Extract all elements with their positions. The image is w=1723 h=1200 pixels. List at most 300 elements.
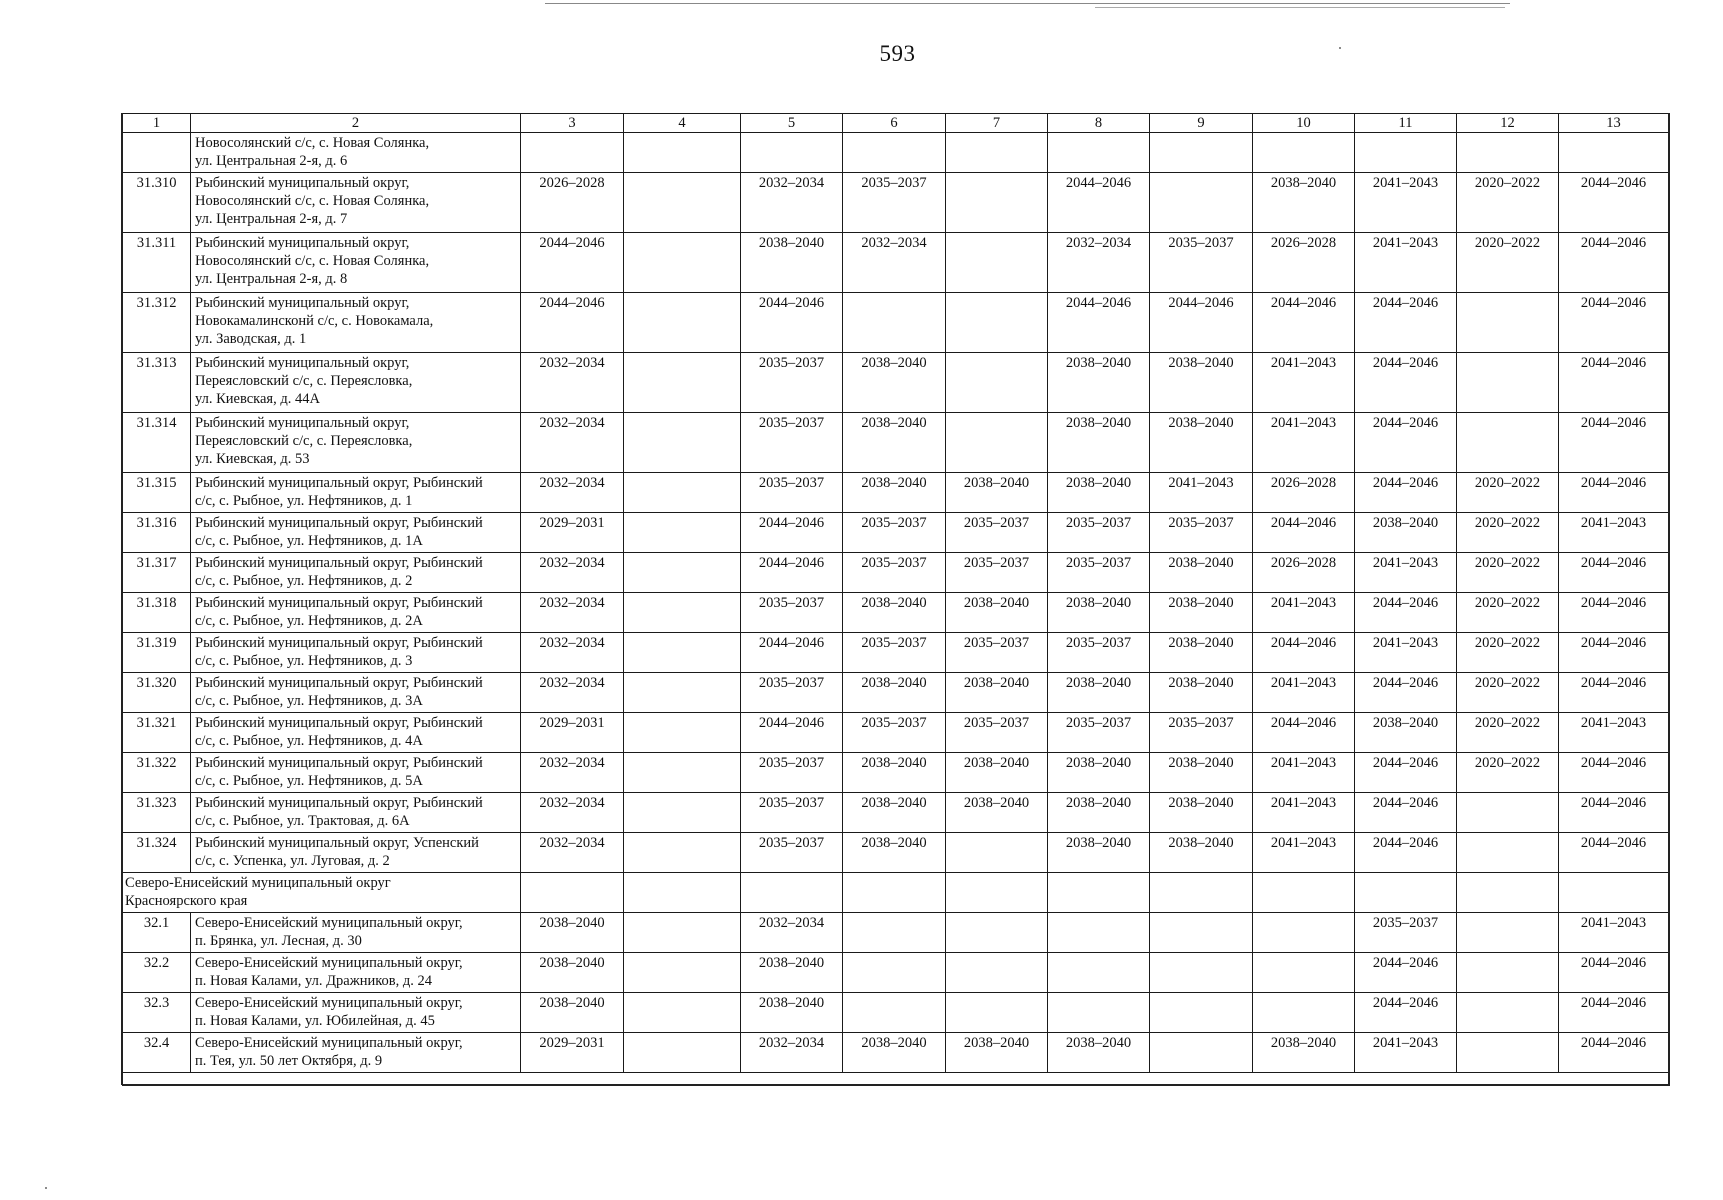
period-cell bbox=[1457, 993, 1559, 1033]
address-line: Рыбинский муниципальный округ, bbox=[195, 415, 410, 431]
row-number: 31.322 bbox=[123, 753, 191, 793]
address-cell bbox=[191, 173, 521, 233]
address-line: с/с, с. Рыбное, ул. Нефтяников, д. 5А bbox=[195, 773, 423, 789]
period-cell: 2029–2031 bbox=[521, 513, 624, 553]
period-cell: 2032–2034 bbox=[741, 173, 843, 233]
period-cell: 2038–2040 bbox=[1048, 413, 1150, 473]
period-cell bbox=[624, 473, 741, 513]
period-cell: 2044–2046 bbox=[521, 233, 624, 293]
table-row bbox=[123, 793, 1669, 833]
address-line: Рыбинский муниципальный округ, Рыбинский bbox=[195, 795, 483, 811]
address-line: п. Новая Калами, ул. Юбилейная, д. 45 bbox=[195, 1013, 435, 1029]
period-cell: 2038–2040 bbox=[741, 233, 843, 293]
address-line: ул. Центральная 2-я, д. 6 bbox=[195, 153, 348, 169]
address-cell bbox=[191, 633, 521, 673]
address-line: с/с, с. Рыбное, ул. Нефтяников, д. 2А bbox=[195, 613, 423, 629]
period-cell: 2035–2037 bbox=[1048, 553, 1150, 593]
period-cell bbox=[1457, 1033, 1559, 1073]
period-cell: 2038–2040 bbox=[946, 793, 1048, 833]
period-cell: 2020–2022 bbox=[1457, 713, 1559, 753]
period-cell: 2044–2046 bbox=[1559, 953, 1669, 993]
period-cell: 2044–2046 bbox=[1355, 953, 1457, 993]
period-cell: 2029–2031 bbox=[521, 1033, 624, 1073]
period-cell: 2038–2040 bbox=[1048, 1033, 1150, 1073]
address-line: с/с, с. Рыбное, ул. Трактовая, д. 6А bbox=[195, 813, 410, 829]
table-row bbox=[123, 233, 1669, 293]
period-cell bbox=[624, 673, 741, 713]
address-line: п. Новая Калами, ул. Дражников, д. 24 bbox=[195, 973, 433, 989]
period-cell: 2038–2040 bbox=[741, 953, 843, 993]
period-cell: 2044–2046 bbox=[1253, 633, 1355, 673]
period-cell: 2035–2037 bbox=[741, 353, 843, 413]
table-row bbox=[123, 673, 1669, 713]
row-number: 31.315 bbox=[123, 473, 191, 513]
period-cell: 2041–2043 bbox=[1253, 593, 1355, 633]
period-cell bbox=[624, 133, 741, 173]
column-header: 7 bbox=[946, 114, 1048, 133]
period-cell: 2044–2046 bbox=[741, 713, 843, 753]
address-line: ул. Заводская, д. 1 bbox=[195, 331, 307, 347]
period-cell: 2044–2046 bbox=[1559, 233, 1669, 293]
period-cell: 2020–2022 bbox=[1457, 633, 1559, 673]
period-cell: 2038–2040 bbox=[1150, 413, 1253, 473]
period-cell: 2020–2022 bbox=[1457, 753, 1559, 793]
period-cell: 2032–2034 bbox=[1048, 233, 1150, 293]
period-cell bbox=[1048, 993, 1150, 1033]
period-cell bbox=[946, 353, 1048, 413]
period-cell: 2044–2046 bbox=[1559, 413, 1669, 473]
period-cell: 2044–2046 bbox=[1355, 353, 1457, 413]
period-cell bbox=[1150, 873, 1253, 913]
address-cell bbox=[191, 413, 521, 473]
address-line: ул. Киевская, д. 53 bbox=[195, 451, 310, 467]
period-cell: 2026–2028 bbox=[521, 173, 624, 233]
period-cell: 2032–2034 bbox=[741, 913, 843, 953]
period-cell: 2038–2040 bbox=[521, 953, 624, 993]
period-cell: 2020–2022 bbox=[1457, 553, 1559, 593]
table-row bbox=[123, 173, 1669, 233]
address-line: Новосолянский с/с, с. Новая Солянка, bbox=[195, 135, 430, 151]
period-cell: 2026–2028 bbox=[1253, 473, 1355, 513]
address-line: Рыбинский муниципальный округ, Рыбинский bbox=[195, 515, 483, 531]
period-cell bbox=[1457, 833, 1559, 873]
address-line: Рыбинский муниципальный округ, Рыбинский bbox=[195, 675, 483, 691]
period-cell bbox=[1559, 873, 1669, 913]
period-cell bbox=[843, 873, 946, 913]
period-cell: 2038–2040 bbox=[843, 833, 946, 873]
table-row bbox=[123, 553, 1669, 593]
address-line: с/с, с. Успенка, ул. Луговая, д. 2 bbox=[195, 853, 390, 869]
period-cell: 2035–2037 bbox=[1150, 713, 1253, 753]
row-number: 31.316 bbox=[123, 513, 191, 553]
period-cell: 2044–2046 bbox=[1559, 293, 1669, 353]
period-cell: 2044–2046 bbox=[1559, 633, 1669, 673]
period-cell: 2038–2040 bbox=[946, 473, 1048, 513]
column-header: 12 bbox=[1457, 114, 1559, 133]
period-cell: 2026–2028 bbox=[1253, 233, 1355, 293]
row-number: 31.321 bbox=[123, 713, 191, 753]
address-line: Рыбинский муниципальный округ, Рыбинский bbox=[195, 635, 483, 651]
address-line: с/с, с. Рыбное, ул. Нефтяников, д. 1 bbox=[195, 493, 413, 509]
period-cell bbox=[624, 753, 741, 793]
period-cell: 2038–2040 bbox=[843, 413, 946, 473]
address-line: с/с, с. Рыбное, ул. Нефтяников, д. 3 bbox=[195, 653, 413, 669]
period-cell bbox=[1457, 413, 1559, 473]
period-cell: 2035–2037 bbox=[1355, 913, 1457, 953]
scan-top-rule-faint bbox=[1095, 7, 1505, 8]
period-cell bbox=[624, 953, 741, 993]
period-cell: 2044–2046 bbox=[1559, 1033, 1669, 1073]
address-line: Северо-Енисейский муниципальный округ, bbox=[195, 915, 463, 931]
period-cell: 2032–2034 bbox=[521, 633, 624, 673]
address-cell bbox=[191, 553, 521, 593]
period-cell: 2044–2046 bbox=[1355, 793, 1457, 833]
period-cell bbox=[624, 173, 741, 233]
period-cell: 2035–2037 bbox=[843, 513, 946, 553]
period-cell: 2038–2040 bbox=[1048, 593, 1150, 633]
period-cell bbox=[946, 913, 1048, 953]
period-cell bbox=[624, 633, 741, 673]
period-cell: 2038–2040 bbox=[1048, 353, 1150, 413]
period-cell: 2044–2046 bbox=[1559, 553, 1669, 593]
period-cell bbox=[624, 793, 741, 833]
period-cell: 2044–2046 bbox=[1355, 473, 1457, 513]
period-cell: 2035–2037 bbox=[946, 713, 1048, 753]
period-cell: 2038–2040 bbox=[1150, 673, 1253, 713]
period-cell: 2041–2043 bbox=[1355, 633, 1457, 673]
period-cell: 2038–2040 bbox=[1253, 173, 1355, 233]
table-row bbox=[123, 513, 1669, 553]
period-cell: 2038–2040 bbox=[843, 593, 946, 633]
period-cell: 2044–2046 bbox=[1559, 753, 1669, 793]
address-cell bbox=[191, 473, 521, 513]
period-cell: 2035–2037 bbox=[741, 793, 843, 833]
period-cell: 2038–2040 bbox=[843, 793, 946, 833]
period-cell: 2038–2040 bbox=[1150, 353, 1253, 413]
row-number: 31.319 bbox=[123, 633, 191, 673]
row-number: 32.1 bbox=[123, 913, 191, 953]
period-cell: 2038–2040 bbox=[1048, 793, 1150, 833]
period-cell: 2044–2046 bbox=[741, 293, 843, 353]
period-cell: 2044–2046 bbox=[1355, 673, 1457, 713]
address-line: с/с, с. Рыбное, ул. Нефтяников, д. 3А bbox=[195, 693, 423, 709]
period-cell bbox=[946, 293, 1048, 353]
period-cell: 2044–2046 bbox=[1559, 353, 1669, 413]
period-cell: 2044–2046 bbox=[1559, 173, 1669, 233]
period-cell bbox=[1150, 1033, 1253, 1073]
period-cell: 2020–2022 bbox=[1457, 173, 1559, 233]
period-cell bbox=[843, 993, 946, 1033]
period-cell: 2044–2046 bbox=[1559, 833, 1669, 873]
period-cell bbox=[1150, 993, 1253, 1033]
period-cell bbox=[1048, 133, 1150, 173]
period-cell: 2041–2043 bbox=[1355, 233, 1457, 293]
column-header: 13 bbox=[1559, 114, 1669, 133]
period-cell: 2044–2046 bbox=[741, 513, 843, 553]
column-header: 10 bbox=[1253, 114, 1355, 133]
period-cell bbox=[624, 413, 741, 473]
address-cell bbox=[191, 953, 521, 993]
period-cell: 2032–2034 bbox=[521, 793, 624, 833]
address-line: Рыбинский муниципальный округ, Рыбинский bbox=[195, 475, 483, 491]
scan-speck bbox=[1339, 47, 1341, 49]
table-row bbox=[123, 953, 1669, 993]
period-cell: 2038–2040 bbox=[1150, 593, 1253, 633]
column-header: 6 bbox=[843, 114, 946, 133]
table-row bbox=[123, 753, 1669, 793]
address-line: Северо-Енисейский муниципальный округ, bbox=[195, 955, 463, 971]
row-number: 31.317 bbox=[123, 553, 191, 593]
period-cell: 2038–2040 bbox=[1150, 833, 1253, 873]
row-number: 32.2 bbox=[123, 953, 191, 993]
period-cell bbox=[521, 873, 624, 913]
period-cell: 2038–2040 bbox=[1048, 833, 1150, 873]
period-cell: 2035–2037 bbox=[946, 633, 1048, 673]
period-cell bbox=[843, 913, 946, 953]
address-line: Новокамалинсконй с/с, с. Новокамала, bbox=[195, 313, 434, 329]
address-line: с/с, с. Рыбное, ул. Нефтяников, д. 4А bbox=[195, 733, 423, 749]
period-cell: 2035–2037 bbox=[741, 473, 843, 513]
period-cell: 2044–2046 bbox=[1150, 293, 1253, 353]
period-cell: 2032–2034 bbox=[521, 353, 624, 413]
address-cell bbox=[191, 913, 521, 953]
row-number: 31.314 bbox=[123, 413, 191, 473]
period-cell: 2035–2037 bbox=[843, 173, 946, 233]
period-cell bbox=[624, 993, 741, 1033]
period-cell: 2038–2040 bbox=[843, 473, 946, 513]
row-number: 31.320 bbox=[123, 673, 191, 713]
period-cell: 2044–2046 bbox=[1559, 793, 1669, 833]
table-row bbox=[123, 713, 1669, 753]
period-cell bbox=[1253, 953, 1355, 993]
period-cell: 2044–2046 bbox=[1559, 993, 1669, 1033]
period-cell: 2035–2037 bbox=[946, 553, 1048, 593]
period-cell: 2041–2043 bbox=[1559, 513, 1669, 553]
address-line: Новосолянский с/с, с. Новая Солянка, bbox=[195, 193, 430, 209]
period-cell: 2038–2040 bbox=[946, 673, 1048, 713]
period-cell: 2044–2046 bbox=[1048, 173, 1150, 233]
period-cell: 2035–2037 bbox=[1150, 233, 1253, 293]
address-line: Рыбинский муниципальный округ, bbox=[195, 235, 410, 251]
period-cell: 2044–2046 bbox=[1048, 293, 1150, 353]
period-cell: 2038–2040 bbox=[946, 593, 1048, 633]
period-cell: 2038–2040 bbox=[843, 673, 946, 713]
period-cell bbox=[946, 233, 1048, 293]
column-header: 4 bbox=[624, 114, 741, 133]
period-cell bbox=[1457, 913, 1559, 953]
period-cell: 2020–2022 bbox=[1457, 473, 1559, 513]
period-cell bbox=[946, 953, 1048, 993]
period-cell bbox=[1253, 873, 1355, 913]
row-number: 31.324 bbox=[123, 833, 191, 873]
period-cell: 2041–2043 bbox=[1253, 753, 1355, 793]
period-cell bbox=[946, 413, 1048, 473]
period-cell: 2041–2043 bbox=[1253, 833, 1355, 873]
period-cell bbox=[946, 133, 1048, 173]
period-cell: 2038–2040 bbox=[1253, 1033, 1355, 1073]
address-line: Рыбинский муниципальный округ, bbox=[195, 355, 410, 371]
period-cell: 2038–2040 bbox=[946, 1033, 1048, 1073]
period-cell: 2041–2043 bbox=[1253, 413, 1355, 473]
scan-speck bbox=[45, 1187, 47, 1189]
address-line: Рыбинский муниципальный округ, Успенский bbox=[195, 835, 479, 851]
address-line: Рыбинский муниципальный округ, Рыбинский bbox=[195, 755, 483, 771]
period-cell: 2044–2046 bbox=[1355, 593, 1457, 633]
period-cell bbox=[624, 513, 741, 553]
period-cell bbox=[1253, 993, 1355, 1033]
period-cell bbox=[1457, 353, 1559, 413]
period-cell: 2041–2043 bbox=[1253, 673, 1355, 713]
page-number: 593 bbox=[879, 41, 916, 66]
period-cell: 2038–2040 bbox=[843, 353, 946, 413]
period-cell: 2032–2034 bbox=[843, 233, 946, 293]
table-row bbox=[123, 413, 1669, 473]
column-header: 3 bbox=[521, 114, 624, 133]
period-cell: 2041–2043 bbox=[1253, 353, 1355, 413]
period-cell: 2032–2034 bbox=[521, 413, 624, 473]
period-cell bbox=[624, 873, 741, 913]
period-cell bbox=[946, 993, 1048, 1033]
address-line: Рыбинский муниципальный округ, Рыбинский bbox=[195, 555, 483, 571]
address-line: Северо-Енисейский муниципальный округ, bbox=[195, 995, 463, 1011]
period-cell: 2020–2022 bbox=[1457, 513, 1559, 553]
table-body bbox=[123, 133, 1669, 1073]
address-line: п. Тея, ул. 50 лет Октября, д. 9 bbox=[195, 1053, 383, 1069]
period-cell: 2020–2022 bbox=[1457, 673, 1559, 713]
period-cell bbox=[1559, 133, 1669, 173]
table-row bbox=[123, 833, 1669, 873]
address-cell bbox=[191, 673, 521, 713]
address-cell bbox=[191, 513, 521, 553]
period-cell: 2035–2037 bbox=[843, 713, 946, 753]
period-cell: 2035–2037 bbox=[741, 833, 843, 873]
table-row bbox=[123, 913, 1669, 953]
address-line: ул. Киевская, д. 44А bbox=[195, 391, 320, 407]
period-cell: 2035–2037 bbox=[843, 633, 946, 673]
period-cell bbox=[1457, 873, 1559, 913]
address-cell bbox=[191, 133, 521, 173]
period-cell: 2035–2037 bbox=[741, 593, 843, 633]
address-cell bbox=[191, 593, 521, 633]
section-row bbox=[123, 873, 1669, 913]
row-number: 32.4 bbox=[123, 1033, 191, 1073]
period-cell: 2038–2040 bbox=[521, 993, 624, 1033]
period-cell bbox=[624, 833, 741, 873]
address-line: Рыбинский муниципальный округ, bbox=[195, 175, 410, 191]
period-cell: 2044–2046 bbox=[1253, 513, 1355, 553]
schedule-table bbox=[122, 113, 1669, 1073]
period-cell bbox=[1457, 133, 1559, 173]
period-cell: 2038–2040 bbox=[1355, 713, 1457, 753]
period-cell bbox=[1048, 913, 1150, 953]
period-cell: 2038–2040 bbox=[1048, 473, 1150, 513]
address-cell bbox=[191, 293, 521, 353]
row-number: 31.323 bbox=[123, 793, 191, 833]
scan-top-rule bbox=[545, 3, 1510, 4]
period-cell bbox=[1048, 873, 1150, 913]
period-cell bbox=[741, 133, 843, 173]
column-header: 5 bbox=[741, 114, 843, 133]
section-title-line: Красноярского края bbox=[125, 893, 248, 909]
period-cell: 2044–2046 bbox=[1355, 293, 1457, 353]
address-cell bbox=[191, 1033, 521, 1073]
period-cell: 2041–2043 bbox=[1559, 713, 1669, 753]
period-cell bbox=[946, 873, 1048, 913]
period-cell: 2032–2034 bbox=[521, 553, 624, 593]
address-cell bbox=[191, 353, 521, 413]
period-cell: 2035–2037 bbox=[1048, 513, 1150, 553]
row-number: 32.3 bbox=[123, 993, 191, 1033]
period-cell bbox=[624, 353, 741, 413]
address-cell bbox=[191, 233, 521, 293]
period-cell: 2044–2046 bbox=[1253, 293, 1355, 353]
period-cell bbox=[1150, 133, 1253, 173]
column-header: 8 bbox=[1048, 114, 1150, 133]
period-cell: 2038–2040 bbox=[1048, 673, 1150, 713]
period-cell: 2044–2046 bbox=[1253, 713, 1355, 753]
period-cell: 2032–2034 bbox=[521, 833, 624, 873]
column-header: 9 bbox=[1150, 114, 1253, 133]
period-cell: 2038–2040 bbox=[1048, 753, 1150, 793]
address-line: с/с, с. Рыбное, ул. Нефтяников, д. 1А bbox=[195, 533, 423, 549]
period-cell bbox=[624, 233, 741, 293]
table-row bbox=[123, 473, 1669, 513]
period-cell: 2044–2046 bbox=[1559, 673, 1669, 713]
address-line: ул. Центральная 2-я, д. 8 bbox=[195, 271, 348, 287]
period-cell: 2020–2022 bbox=[1457, 233, 1559, 293]
row-number bbox=[123, 133, 191, 173]
period-cell bbox=[1457, 293, 1559, 353]
period-cell bbox=[1355, 873, 1457, 913]
period-cell bbox=[741, 873, 843, 913]
period-cell bbox=[1355, 133, 1457, 173]
period-cell: 2044–2046 bbox=[1559, 473, 1669, 513]
period-cell bbox=[624, 593, 741, 633]
period-cell bbox=[946, 173, 1048, 233]
address-line: Переясловский с/с, с. Переясловка, bbox=[195, 433, 413, 449]
table-outer-border-left bbox=[121, 113, 123, 1085]
address-cell bbox=[191, 713, 521, 753]
column-header: 11 bbox=[1355, 114, 1457, 133]
period-cell: 2041–2043 bbox=[1559, 913, 1669, 953]
address-line: ул. Центральная 2-я, д. 7 bbox=[195, 211, 348, 227]
table-row bbox=[123, 133, 1669, 173]
row-number: 31.310 bbox=[123, 173, 191, 233]
row-number: 31.311 bbox=[123, 233, 191, 293]
period-cell bbox=[624, 713, 741, 753]
period-cell: 2038–2040 bbox=[1355, 513, 1457, 553]
period-cell: 2044–2046 bbox=[1355, 753, 1457, 793]
table-outer-border-bottom bbox=[122, 1084, 1670, 1086]
period-cell: 2041–2043 bbox=[1355, 173, 1457, 233]
period-cell: 2041–2043 bbox=[1150, 473, 1253, 513]
section-title-line: Северо-Енисейский муниципальный округ bbox=[125, 875, 391, 891]
table-row bbox=[123, 1033, 1669, 1073]
period-cell: 2038–2040 bbox=[741, 993, 843, 1033]
period-cell: 2038–2040 bbox=[843, 1033, 946, 1073]
period-cell bbox=[946, 833, 1048, 873]
table-row bbox=[123, 593, 1669, 633]
header-row bbox=[123, 114, 1669, 133]
period-cell: 2044–2046 bbox=[521, 293, 624, 353]
period-cell bbox=[521, 133, 624, 173]
section-title bbox=[123, 873, 521, 913]
period-cell: 2044–2046 bbox=[1559, 593, 1669, 633]
period-cell: 2038–2040 bbox=[1150, 793, 1253, 833]
period-cell: 2035–2037 bbox=[1150, 513, 1253, 553]
period-cell bbox=[1150, 913, 1253, 953]
period-cell: 2041–2043 bbox=[1355, 553, 1457, 593]
